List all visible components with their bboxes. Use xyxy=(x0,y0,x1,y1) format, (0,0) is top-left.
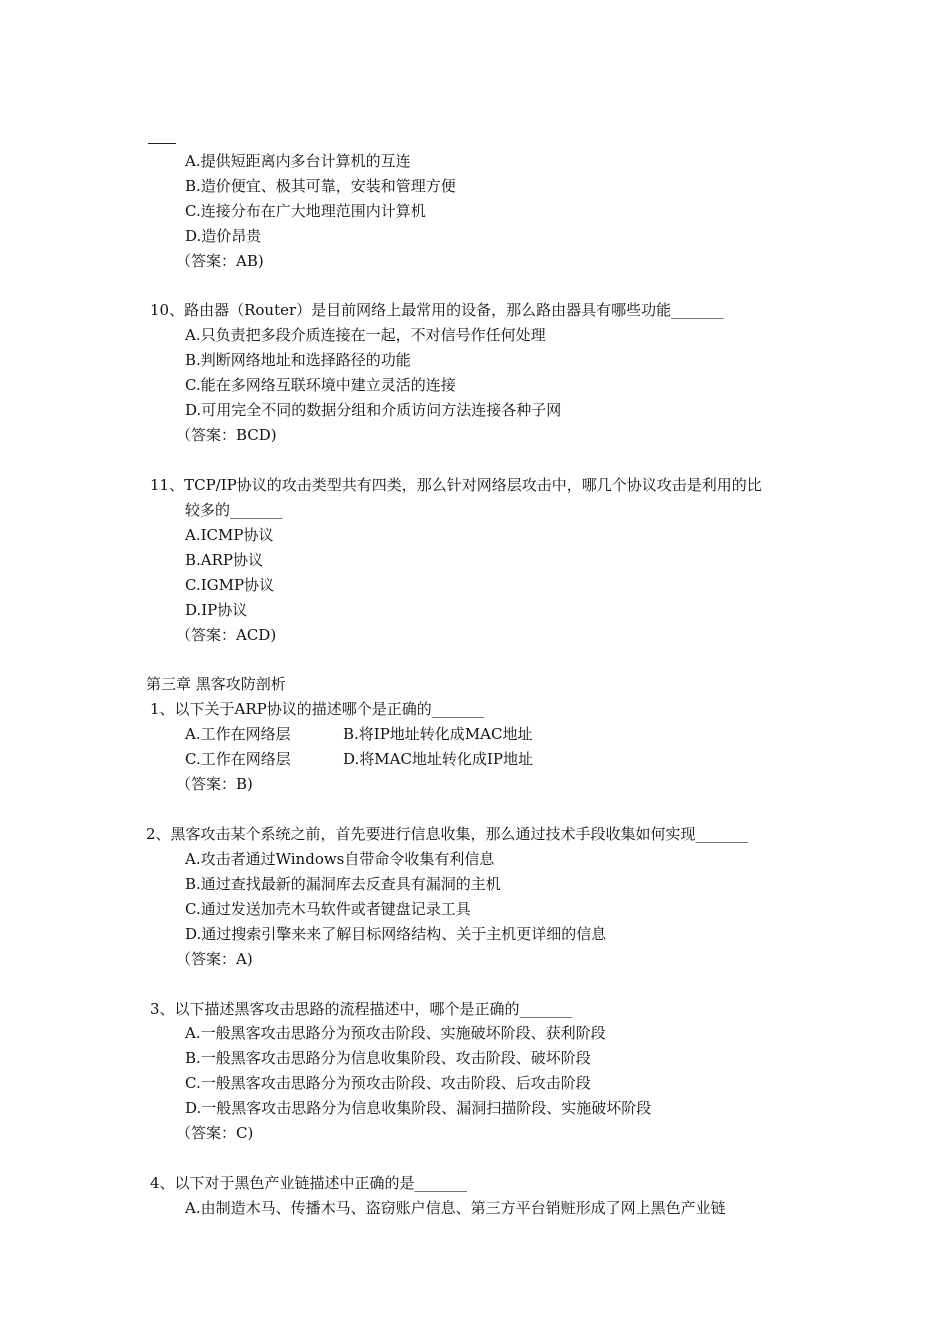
chapter-heading: 第三章 黑客攻防剖析 xyxy=(146,675,286,693)
ch3-q3-option-c: C.一般黑客攻击思路分为预攻击阶段、攻击阶段、后攻击阶段 xyxy=(185,1074,591,1092)
ch3-q2-option-a: A.攻击者通过Windows自带命令收集有利信息 xyxy=(185,850,495,868)
ch3-q1-option-d: D.将MAC地址转化成IP地址 xyxy=(343,750,533,768)
q11-option-b: B.ARP协议 xyxy=(185,551,264,569)
q9-option-b: B.造价便宜、极其可靠，安装和管理方便 xyxy=(185,177,456,195)
ch3-q1-option-c: C.工作在网络层 xyxy=(185,750,291,768)
ch3-q4-question: 4、以下对于黑色产业链描述中正确的是_______ xyxy=(150,1174,468,1192)
ch3-q2-option-d: D.通过搜索引擎来来了解目标网络结构、关于主机更详细的信息 xyxy=(185,925,607,943)
q10-option-d: D.可用完全不同的数据分组和介质访问方法连接各种子网 xyxy=(185,401,562,419)
ch3-q2-option-c: C.通过发送加壳木马软件或者键盘记录工具 xyxy=(185,900,471,918)
q9-option-d: D.造价昂贵 xyxy=(185,227,262,245)
ch3-q1-answer: （答案：B) xyxy=(176,775,253,793)
q9-option-c: C.连接分布在广大地理范围内计算机 xyxy=(185,202,426,220)
blank-underline xyxy=(148,143,176,144)
ch3-q4-option-a: A.由制造木马、传播木马、盗窃账户信息、第三方平台销赃形成了网上黑色产业链 xyxy=(185,1199,726,1217)
ch3-q1-option-a: A.工作在网络层 xyxy=(185,725,291,743)
q10-option-c: C.能在多网络互联环境中建立灵活的连接 xyxy=(185,376,456,394)
q11-answer: （答案：ACD) xyxy=(176,626,277,644)
q10-option-b: B.判断网络地址和选择路径的功能 xyxy=(185,351,411,369)
ch3-q3-option-d: D.一般黑客攻击思路分为信息收集阶段、漏洞扫描阶段、实施破坏阶段 xyxy=(185,1099,652,1117)
ch3-q3-option-a: A.一般黑客攻击思路分为预攻击阶段、实施破坏阶段、获利阶段 xyxy=(185,1024,606,1042)
ch3-q1-question: 1、以下关于ARP协议的描述哪个是正确的_______ xyxy=(150,700,485,718)
q10-question: 10、路由器（Router）是目前网络上最常用的设备，那么路由器具有哪些功能_______ xyxy=(150,301,724,319)
ch3-q2-question: 2、黑客攻击某个系统之前，首先要进行信息收集，那么通过技术手段收集如何实现_______ xyxy=(146,825,749,843)
ch3-q3-question: 3、以下描述黑客攻击思路的流程描述中，哪个是正确的_______ xyxy=(150,1000,573,1018)
q10-answer: （答案：BCD) xyxy=(176,426,277,444)
q9-answer: （答案：AB) xyxy=(176,252,264,270)
ch3-q3-answer: （答案：C) xyxy=(176,1124,254,1142)
ch3-q2-answer: （答案：A) xyxy=(176,950,253,968)
q10-option-a: A.只负责把多段介质连接在一起，不对信号作任何处理 xyxy=(185,326,546,344)
q11-question-cont: 较多的_______ xyxy=(185,501,283,519)
q11-question: 11、TCP/IP协议的攻击类型共有四类，那么针对网络层攻击中，哪几个协议攻击是利用的比 xyxy=(150,476,762,494)
q11-option-d: D.IP协议 xyxy=(185,601,248,619)
ch3-q2-option-b: B.通过查找最新的漏洞库去反查具有漏洞的主机 xyxy=(185,875,501,893)
ch3-q1-option-b: B.将IP地址转化成MAC地址 xyxy=(343,725,533,743)
q9-option-a: A.提供短距离内多台计算机的互连 xyxy=(185,152,411,170)
ch3-q3-option-b: B.一般黑客攻击思路分为信息收集阶段、攻击阶段、破坏阶段 xyxy=(185,1049,591,1067)
q11-option-a: A.ICMP协议 xyxy=(185,526,274,544)
q11-option-c: C.IGMP协议 xyxy=(185,576,275,594)
